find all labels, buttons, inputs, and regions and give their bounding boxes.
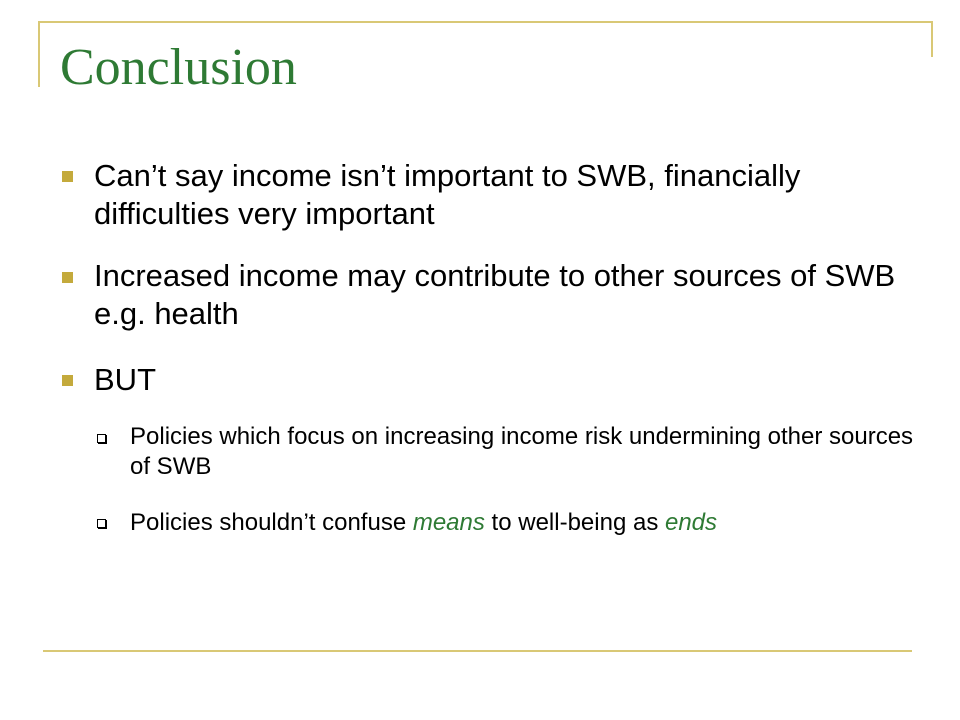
square-bullet-icon: [62, 171, 73, 182]
sub-bullet-text: Policies shouldn’t confuse: [130, 509, 413, 536]
square-bullet-icon: [62, 375, 73, 386]
hollow-square-bullet-icon: [97, 434, 106, 443]
sub-bullet-item: Policies which focus on increasing income risk undermining other sources of SWB: [130, 423, 914, 480]
square-bullet-icon: [62, 272, 73, 283]
bullet-item: Can’t say income isn’t important to SWB, financially difficulties very important: [94, 158, 801, 231]
hollow-square-bullet-icon: [97, 519, 106, 528]
sub-bullet-item: [130, 508, 920, 538]
slide-title: Conclusion: [60, 39, 297, 96]
bullet-item: BUT: [94, 362, 156, 397]
bullet-item: Increased income may contribute to other sources of SWB e.g. health: [94, 258, 896, 331]
emphasis-text-means: means: [412, 509, 485, 536]
emphasis-text-ends: ends: [664, 509, 718, 536]
sub-bullet-text: to well-being as: [484, 509, 665, 536]
